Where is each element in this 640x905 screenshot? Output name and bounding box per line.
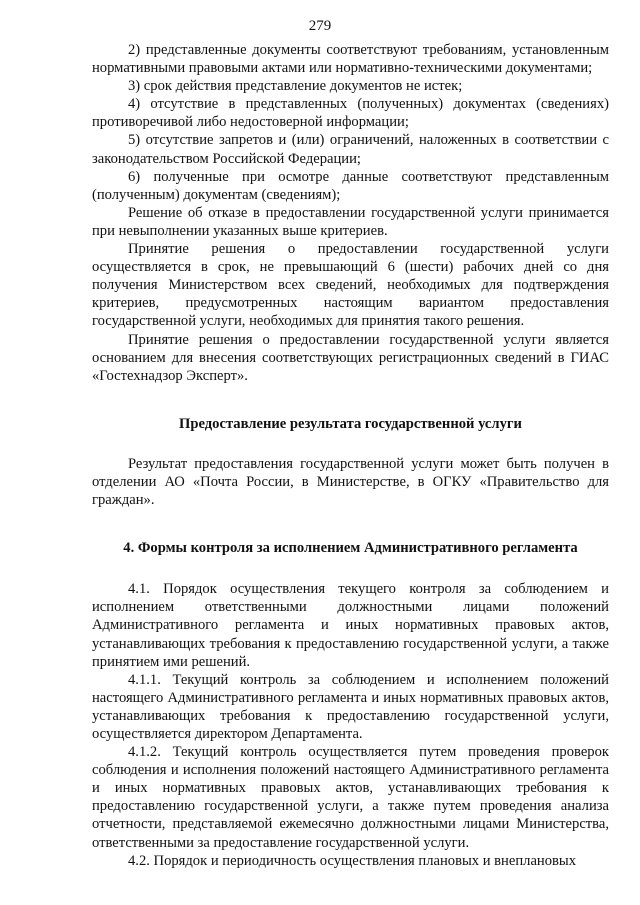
spacer bbox=[92, 433, 609, 455]
paragraph-4-2: 4.2. Порядок и периодичность осуществления плановых и внеплановых bbox=[128, 852, 577, 869]
spacer bbox=[92, 509, 609, 539]
paragraph-criterion-6: 6) полученные при осмотре данные соответствуют представленным (полученным) документам (сведениям); bbox=[92, 168, 609, 203]
spacer bbox=[92, 385, 609, 415]
heading-result: Предоставление результата государственной услуги bbox=[179, 415, 522, 432]
paragraph-decision-term: Принятие решения о предоставлении государственной услуги осуществляется в срок, не превышающий 6 (шести) рабочих дней со дня получения Министерством всех сведений, необходимых для подтверждения критериев, предусмотренных настоящим вариантом предоставления государственной услуги, необходимых для принятия такого решения. bbox=[92, 241, 609, 330]
paragraph-criterion-4: 4) отсутствие в представленных (полученных) документах (сведениях) противоречивой либо недостоверной информации; bbox=[92, 96, 609, 131]
paragraph-4-1-2: 4.1.2. Текущий контроль осуществляется путем проведения проверок соблюдения и исполнения положений настоящего Административного регламента и иных нормативных правовых актов, устанавливающих требования к предоставлению государственной услуги, а также путем проведения анализа отчетности, представляемой ежемесячно должностными лицами Министерства, ответственными за предоставление государственной услуги. bbox=[92, 744, 609, 851]
page-number: 279 bbox=[308, 18, 332, 34]
paragraph-refusal: Решение об отказе в предоставлении государственной услуги принимается при невыполнении указанных выше критериев. bbox=[92, 204, 609, 239]
paragraph-criterion-2: 2) представленные документы соответствуют требованиям, установленным нормативными правовыми актами или нормативно-техническими документами; bbox=[92, 42, 609, 77]
document-body bbox=[92, 41, 609, 870]
spacer bbox=[92, 557, 609, 580]
heading-section-4: 4. Формы контроля за исполнением Административного регламента bbox=[123, 540, 578, 557]
paragraph-result: Результат предоставления государственной услуги может быть получен в отделении АО «Почта России, в Министерстве, в ОГКУ «Правительство для граждан». bbox=[92, 455, 609, 509]
paragraph-4-1-1: 4.1.1. Текущий контроль за соблюдением и исполнением положений настоящего Административного регламента и иных нормативных правовых актов, устанавливающих требования к предоставлению государственной услуги, осуществляется директором Департамента. bbox=[92, 671, 609, 742]
paragraph-criterion-3: 3) срок действия представление документов не истек; bbox=[128, 78, 463, 95]
paragraph-4-1: 4.1. Порядок осуществления текущего контроля за соблюдением и исполнением ответственными должностными лицами положений Административного регламента и иных нормативных правовых актов, устанавливающих требования к предоставлению государственной услуги, а также принятием ими решений. bbox=[92, 581, 609, 670]
paragraph-criterion-5: 5) отсутствие запретов и (или) ограничений, наложенных в соответствии с законодательством Российской Федерации; bbox=[92, 132, 609, 167]
paragraph-decision-basis: Принятие решения о предоставлении государственной услуги является основанием для внесения соответствующих регистрационных сведений в ГИАС «Гостехнадзор Эксперт». bbox=[92, 331, 609, 384]
